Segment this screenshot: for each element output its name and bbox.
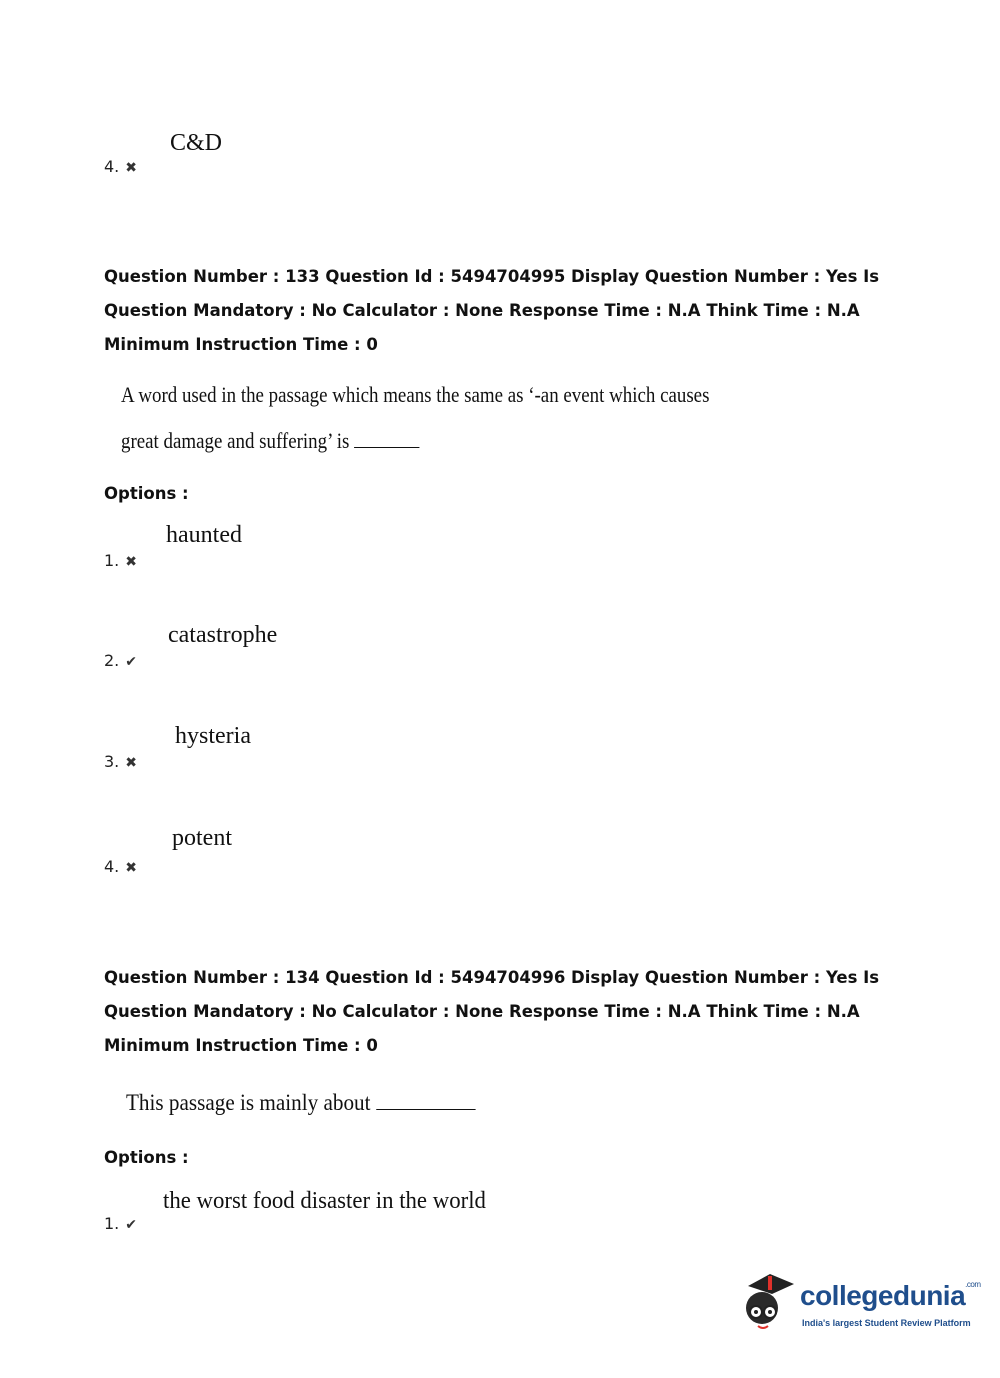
option-number-label: 1. [104, 1214, 120, 1233]
logo-suffix: .com [965, 1280, 981, 1289]
option-text: haunted [166, 522, 242, 548]
option-number [104, 651, 137, 670]
question-text-line: A word used in the passage which means the same as ‘-an event which causes [121, 382, 710, 407]
mascot-icon [740, 1272, 800, 1338]
option-number-label: 1. [104, 551, 120, 570]
question-text [121, 372, 709, 464]
options-label: Options : [104, 1148, 189, 1167]
question-meta: Question Number : 134 Question Id : 5494704996 Display Question Number : Yes Is Question Mandatory : No Calculator : None Response Time : N.A Think Time : N.A Minimum Instruction Time : 0 [104, 968, 880, 1055]
question-text-line: This passage is mainly about [126, 1090, 371, 1115]
check-icon: ✔ [125, 654, 137, 670]
option-number-label: 4. [104, 857, 120, 876]
option-number-label: 2. [104, 651, 120, 670]
option-number-label: 3. [104, 752, 120, 771]
option-text: the worst food disaster in the world [163, 1188, 486, 1214]
question-text-line [121, 418, 709, 464]
cross-icon: ✖ [125, 860, 137, 876]
option-text: hysteria [175, 723, 251, 749]
cross-icon: ✖ [125, 755, 137, 771]
logo-tagline: India's largest Student Review Platform [802, 1318, 971, 1328]
option-text: C&D [170, 130, 223, 156]
answer-blank [354, 431, 419, 448]
logo-name: collegedunia [800, 1280, 966, 1311]
check-icon: ✔ [125, 1217, 137, 1233]
cross-icon: ✖ [125, 160, 137, 176]
question-meta: Question Number : 133 Question Id : 5494704995 Display Question Number : Yes Is Question Mandatory : No Calculator : None Response Time : N.A Think Time : N.A Minimum Instruction Time : 0 [104, 267, 880, 354]
option-text: potent [172, 825, 232, 851]
collegedunia-logo[interactable] [740, 1272, 981, 1342]
options-label: Options : [104, 484, 189, 503]
cross-icon: ✖ [125, 554, 137, 570]
option-text: catastrophe [168, 622, 278, 648]
option-number [104, 857, 137, 876]
logo-wordmark [800, 1280, 981, 1312]
question-text [126, 1090, 475, 1116]
option-number-label: 4. [104, 157, 120, 176]
option-number [104, 752, 137, 771]
option-number [104, 551, 137, 570]
option-number [104, 157, 137, 176]
option-number [104, 1214, 137, 1233]
question-text-line-2: great damage and suffering’ is [121, 428, 350, 453]
answer-blank [376, 1093, 475, 1110]
